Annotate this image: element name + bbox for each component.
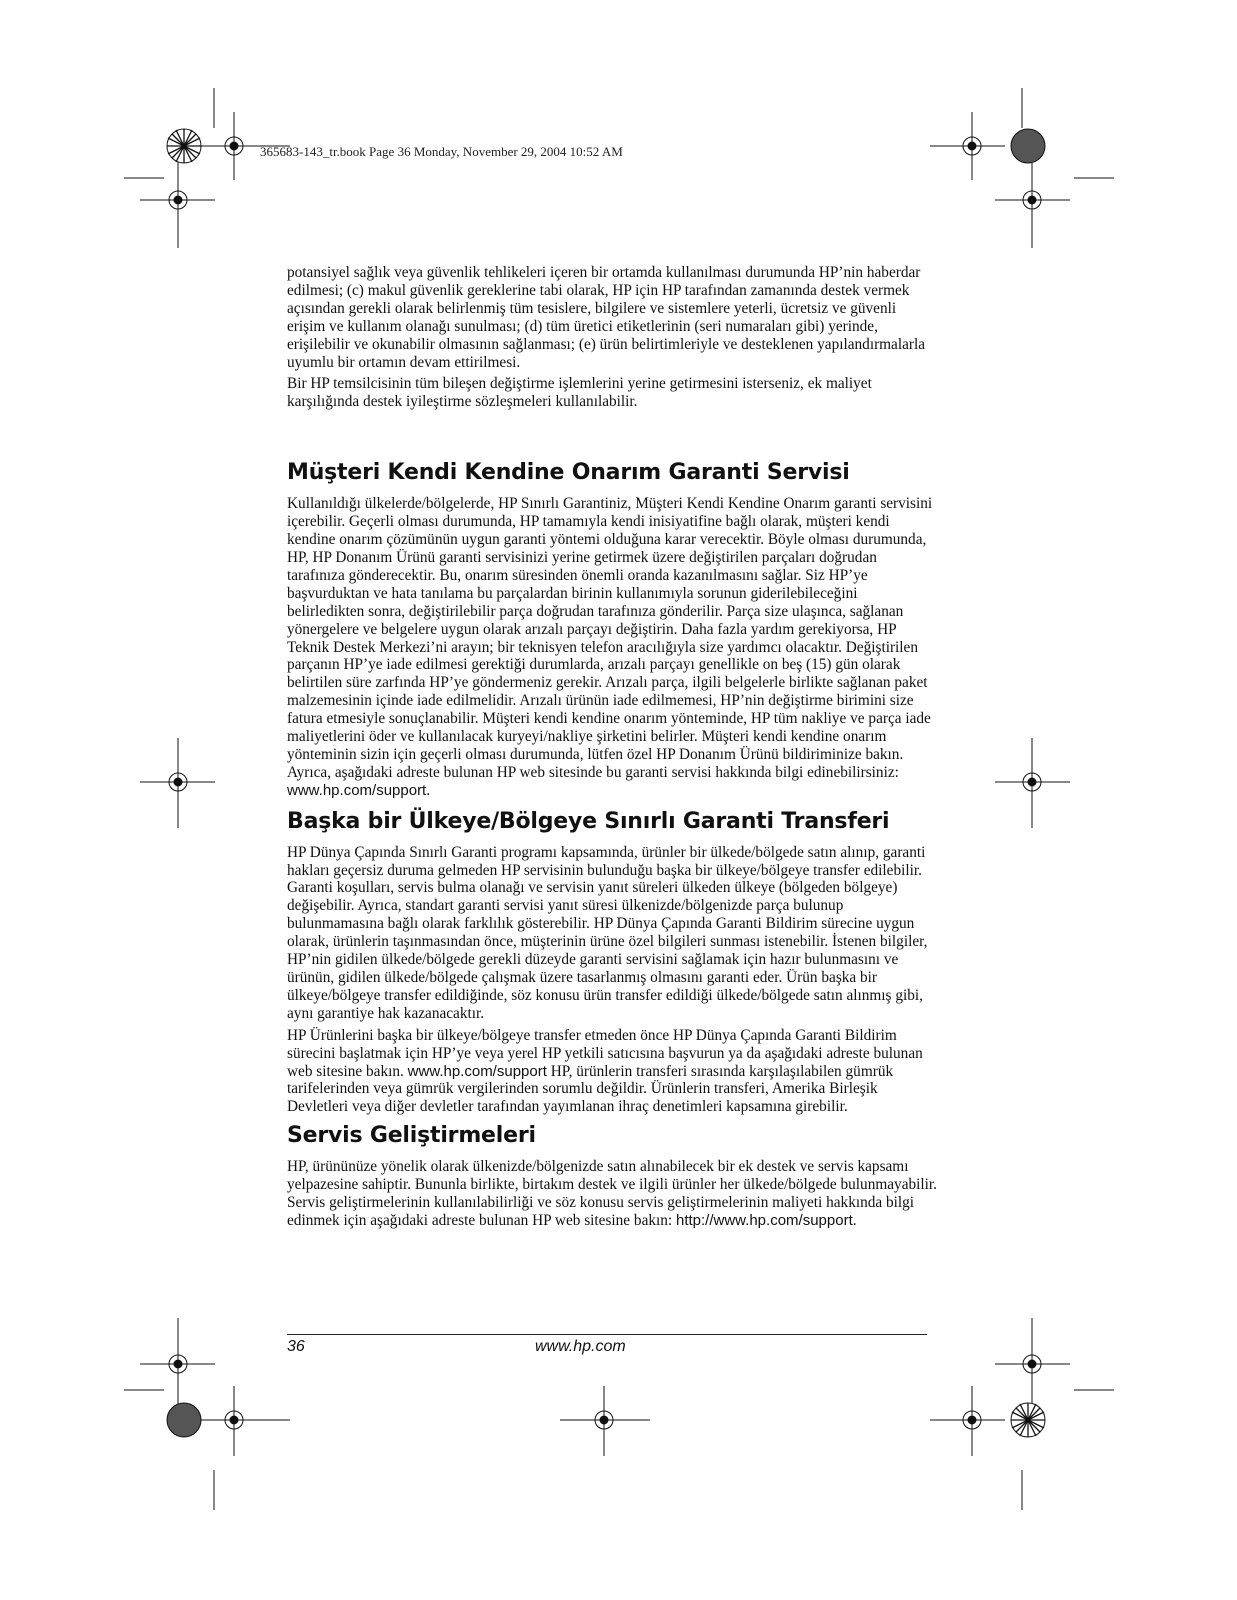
warranty-transfer-paragraph-1: HP Dünya Çapında Sınırlı Garanti programı kapsamında, ürünler bir ülkede/bölgede satın alınıp, garanti hakları geçersiz duruma gelmeden HP servisinin bulunduğu başka bir ülkeye/bölgeye transfer edilebilir. Garanti koşulları, servis bulma olanağı ve servisin yanıt süreleri ülkeden ülkeye (bölgeden bölgeye) değişebilir. Ayrıca, standart garanti servisi yanıt süresi ülkenizde/bölgenizde parça bulunup bulunmamasına bağlı olarak farklılık gösterebilir. HP Dünya Çapında Garanti Bildirim sürecine uygun olarak, ürünlerin taşınmasından önce, müşterinin ürüne özel bilgileri sunması istenebilir. İstenen bilgiler, HP’nin gidilen ülkede/bölgede gerekli düzeyde garanti servisini sağlamak için hazır bulunmasını ve ürünün, gidilen ülkede/bölgede çalışmak üzere tasarlanmış olmasını garanti eder. Ürün başka bir ülkeye/bölgeye transfer edildiğinde, söz konusu ürün transfer edildiği ülkede/bölgede satın alınmış gibi, aynı garantiye hak kazanacaktır. [287,843,928,1022]
rosette-bottom-left [167,1403,201,1437]
self-repair-text: Kullanıldığı ülkelerde/bölgelerde, HP Sınırlı Garantiniz, Müşteri Kendi Kendine Onarım garanti servisini içerebilir. Geçerli olması durumunda, HP tamamıyla kendi inisiyatifine bağlı olarak, müşteri kendi kendine onarım çözümünün uygun garanti yöntemi olduğuna karar verecektir. Böyle olması durumunda, HP, HP Donanım Ürünü garanti servisinizi yerine getirmek üzere değiştirilen parçaları doğrudan tarafınıza gönderecektir. Bu, onarım süresinden önemli oranda kazanılmasını sağlar. Siz HP’ye başvurduktan ve hata tanılama bu parçalardan birinin kullanımıyla sorunun giderilebileceğini belirledikten sonra, değiştirilebilir parça doğrudan tarafınıza gönderilir. Parça size ulaşınca, sağlanan yönergelere ve belgelere uygun olarak arızalı parçayı değiştirin. Daha fazla yardım gerekiyorsa, HP Teknik Destek Merkezi’ni arayın; bir teknisyen telefon aracılığıyla size yardımcı olacaktır. Değiştirilen parçanın HP’ye iade edilmesi gerektiği durumlarda, arızalı parçayı genellikle on beş (15) gün olarak belirtilen süre zarfında HP’ye göndermeniz gerekir. Arızalı parça, ilgili belgelerle birlikte sağlanan paket malzemesinin içinde iade edilmelidir. Arızalı ürünün iade edilmemesi, HP’nin değiştirme birimini size fatura etmesiyle sonuçlanabilir. Müşteri kendi kendine onarım yönteminde, HP tüm nakliye ve parça iade maliyetlerini öder ve kullanılacak kuryeyi/nakliye şirketini belirler. Müşteri kendi kendine onarım yönteminin sizin için geçerli olması durumunda, lütfen özel HP Donanım Ürünü bildiriminize bakın. Ayrıca, aşağıdaki adreste bulunan HP web sitesinde bu garanti servisi hakkında bilgi edinebilirsiniz: [287,495,933,781]
support-link[interactable]: www.hp.com/support [407,1062,547,1080]
section-heading-warranty-transfer: Başka bir Ülkeye/Bölgeye Sınırlı Garanti Transferi [287,808,890,834]
footer-rule [287,1334,927,1335]
crosshair-lower-left [140,1318,215,1408]
warranty-transfer-paragraph-2 [287,1027,937,1117]
crosshair-lower-right [995,1318,1070,1408]
crosshair-mid-left [140,738,215,828]
intro-paragraph-2: Bir HP temsilcisinin tüm bileşen değiştirme işlemlerini yerine getirmesini isterseniz, ek maliyet karşılığında destek iyileştirme sözleşmeleri kullanılabilir. [287,375,872,411]
support-link[interactable]: http://www.hp.com/support [675,1211,853,1229]
footer-url[interactable]: www.hp.com [535,1338,626,1355]
crosshair-top-right [930,112,1005,180]
crosshair-mid-right [995,738,1070,828]
section-heading-service-upgrades: Servis Geliştirmeleri [287,1123,536,1149]
intro-paragraph-1: potansiyel sağlık veya güvenlik tehlikeleri içeren bir ortamda kullanılması durumunda HP’nin haberdar edilmesi; (c) makul güvenlik gereklerine tabi olarak, HP için HP tarafından zamanında destek vermek açısından gerekli olarak belirlenmiş tüm tesislere, bilgilere ve sistemlere yeterli, ücretsiz ve güvenli erişim ve kullanım olanağı sunulması; (d) tüm üretici etiketlerinin (seri numaraları gibi) yerinde, erişilebilir ve okunabilir olmasının sağlanması; (e) ürün belirtimleriyle ve desteklenen yapılandırmalarla uyumlu bir ortamın devam ettirilmesi. [287,264,926,371]
rosette-bottom-right [1011,1403,1045,1437]
crosshair-bottom-center [560,1386,650,1456]
section-heading-self-repair: Müşteri Kendi Kendine Onarım Garanti Servisi [287,460,850,486]
crosshair-upper-left [140,160,215,248]
crosshair-bottom-left [200,1386,290,1456]
rosette-top-right [1011,129,1045,163]
self-repair-end: . [426,781,431,799]
print-slug: 365683-143_tr.book Page 36 Monday, November 29, 2004 10:52 AM [260,144,623,159]
crosshair-upper-right [995,160,1070,248]
page-content [287,264,937,1230]
support-link[interactable]: www.hp.com/support [287,781,427,799]
warranty-transfer-end: HP, ürünlerin transferi sırasında karşılaşılabilen gümrük tarifelerinden veya gümrük vergilerinden sorumlu değildir. Ürünlerin transferi, Amerika Birleşik Devletleri veya diğer devletler tarafından yayımlanan ihraç denetimleri kapsamına girebilir. [287,1062,894,1116]
warranty-transfer-text: HP Ürünlerini başka bir ülkeye/bölgeye transfer etmeden önce HP Dünya Çapında Garanti Bildirim sürecini başlatmak için HP’ye veya yerel HP yetkili satıcısına başvurun ya da aşağıdaki adreste bulunan web sitesine bakın. [287,1026,923,1080]
rosette-top-left [167,129,201,163]
service-upgrades-end: . [852,1211,857,1229]
service-upgrades-text: HP, ürününüze yönelik olarak ülkenizde/bölgenizde satın alınabilecek bir ek destek ve servis kapsamı yelpazesine sahiptir. Bununla birlikte, birtakım destek ve ilgili ürünler her ülkede/bölgede bulunmayabilir. Servis geliştirmelerinin kullanılabilirliği ve söz konusu servis geliştirmelerinin maliyeti hakkında bilgi edinmek için aşağıdaki adreste bulunan HP web sitesine bakın: [287,1158,937,1229]
self-repair-paragraph [287,495,937,799]
page-number: 36 [287,1338,305,1355]
service-upgrades-paragraph [287,1158,937,1230]
crosshair-bottom-right [930,1386,1005,1456]
